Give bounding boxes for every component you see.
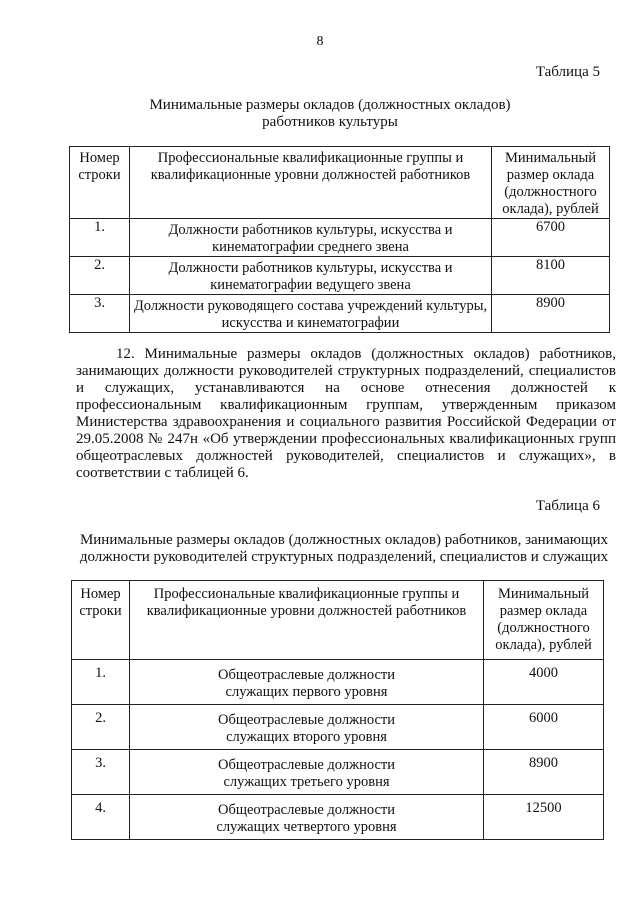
page-number: 8 <box>316 34 324 49</box>
table5-header-row <box>70 147 610 219</box>
row-position: Общеотраслевые должности служащих второго уровня <box>130 705 484 750</box>
row-position: Должности руководящего состава учреждений культуры, искусства и кинематографии <box>130 295 492 333</box>
table-row <box>72 705 604 750</box>
row-number: 2. <box>70 257 130 295</box>
row-position: Общеотраслевые должности служащих третьего уровня <box>130 750 484 795</box>
table5-header-salary: Минимальный размер оклада (должностного оклада), рублей <box>492 147 610 219</box>
row-salary: 8100 <box>492 257 610 295</box>
table6-caption-line1: Минимальные размеры окладов (должностных окладов) работников, занимающих <box>79 532 609 548</box>
table5-caption <box>100 97 560 131</box>
row-position: Должности работников культуры, искусства и кинематографии ведущего звена <box>130 257 492 295</box>
paragraph-12 <box>76 346 616 482</box>
table-row <box>70 219 610 257</box>
row-number: 2. <box>72 705 130 750</box>
table6-caption <box>60 532 628 566</box>
table6 <box>71 580 604 840</box>
table6-header-row-no: Номер строки <box>72 581 130 660</box>
row-salary: 8900 <box>484 750 604 795</box>
table-row <box>70 257 610 295</box>
table5 <box>69 146 610 333</box>
table5-header-row-no: Номер строки <box>70 147 130 219</box>
row-number: 3. <box>70 295 130 333</box>
table-row <box>72 660 604 705</box>
table6-caption-line2: должности руководителей структурных подразделений, специалистов и служащих <box>79 549 609 565</box>
row-salary: 8900 <box>492 295 610 333</box>
row-number: 1. <box>70 219 130 257</box>
table5-label: Таблица 5 <box>535 64 600 80</box>
row-salary: 12500 <box>484 795 604 840</box>
row-number: 4. <box>72 795 130 840</box>
table-row <box>72 750 604 795</box>
row-salary: 6700 <box>492 219 610 257</box>
table-row <box>72 795 604 840</box>
paragraph-12-text: 12. Минимальные размеры окладов (должностных окладов) работников, занимающих должности руководителей структурных подразделений, специалистов и служащих, устанавливаются на основе отнесения должностей к профессиональным квалификационным группам, утвержденным приказом Министерства здравоохранения и социального развития Российской Федерации от 29.05.2008 № 247н «Об утверждении профессиональных квалификационных групп общеотраслевых должностей руководителей, специалистов и служащих», в соответствии с таблицей 6. <box>76 346 616 481</box>
table5-caption-line2: работников культуры <box>262 114 398 130</box>
row-position: Общеотраслевые должности служащих первого уровня <box>130 660 484 705</box>
row-number: 1. <box>72 660 130 705</box>
table6-label: Таблица 6 <box>535 498 600 514</box>
table-row <box>70 295 610 333</box>
table5-header-groups: Профессиональные квалификационные группы и квалификационные уровни должностей работников <box>130 147 492 219</box>
row-salary: 4000 <box>484 660 604 705</box>
row-salary: 6000 <box>484 705 604 750</box>
table6-header-salary: Минимальный размер оклада (должностного оклада), рублей <box>484 581 604 660</box>
row-position: Общеотраслевые должности служащих четвертого уровня <box>130 795 484 840</box>
table5-caption-line1: Минимальные размеры окладов (должностных окладов) <box>149 97 511 113</box>
table6-header-groups: Профессиональные квалификационные группы и квалификационные уровни должностей работников <box>130 581 484 660</box>
table6-header-row <box>72 581 604 660</box>
row-position: Должности работников культуры, искусства и кинематографии среднего звена <box>130 219 492 257</box>
row-number: 3. <box>72 750 130 795</box>
